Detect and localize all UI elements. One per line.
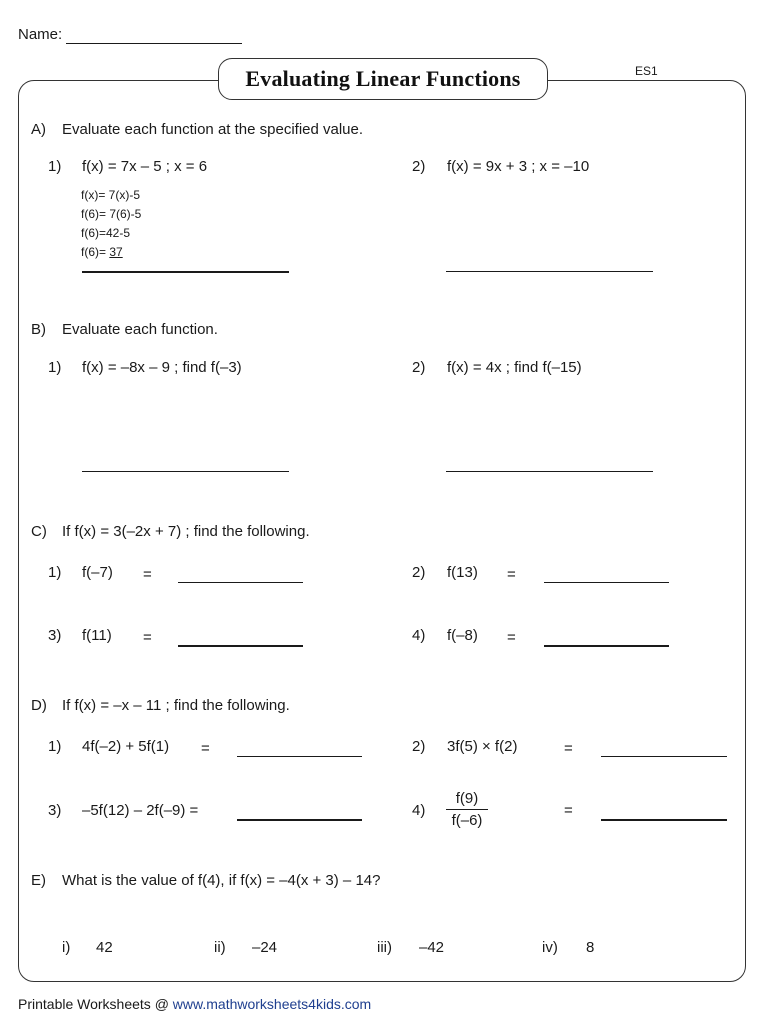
section-c-item-expression: f(11) bbox=[82, 627, 112, 644]
example-answer-prefix: f(6)= bbox=[81, 245, 110, 259]
answer-line[interactable] bbox=[82, 471, 289, 472]
question-number: 1) bbox=[48, 158, 62, 175]
section-a-q1-expression: f(x) = 7x – 5 ; x = 6 bbox=[82, 158, 208, 175]
example-work-line: f(6)= 7(6)-5 bbox=[81, 207, 142, 221]
section-e-question: What is the value of f(4), if f(x) = –4(x + 3) – 14? bbox=[62, 872, 381, 889]
option-value[interactable]: 42 bbox=[96, 939, 113, 956]
section-b-q1-expression: f(x) = –8x – 9 ; find f(–3) bbox=[82, 359, 242, 376]
fraction-bar bbox=[446, 809, 488, 810]
option-label: iv) bbox=[542, 939, 558, 956]
question-number: 4) bbox=[412, 627, 426, 644]
option-label: i) bbox=[62, 939, 71, 956]
question-number: 2) bbox=[412, 738, 426, 755]
question-number: 4) bbox=[412, 802, 426, 819]
option-label: iii) bbox=[377, 939, 392, 956]
section-a-letter: A) bbox=[31, 121, 46, 138]
equals-sign: = bbox=[507, 566, 516, 583]
section-c-item-expression: f(–7) bbox=[82, 564, 113, 581]
section-a-q2-expression: f(x) = 9x + 3 ; x = –10 bbox=[447, 158, 590, 175]
section-d-item-expression: 4f(–2) + 5f(1) bbox=[82, 738, 170, 755]
example-answer: 37 bbox=[109, 245, 123, 259]
answer-line[interactable] bbox=[601, 819, 727, 821]
fraction-expression bbox=[446, 790, 488, 829]
answer-line[interactable] bbox=[446, 271, 653, 272]
answer-line[interactable] bbox=[601, 756, 727, 757]
section-b-instruction: Evaluate each function. bbox=[62, 321, 218, 338]
footer-link[interactable]: www.mathworksheets4kids.com bbox=[172, 996, 372, 1012]
question-number: 1) bbox=[48, 359, 62, 376]
worksheet-code: ES1 bbox=[635, 64, 658, 78]
answer-line[interactable] bbox=[544, 645, 669, 647]
section-e-letter: E) bbox=[31, 872, 46, 889]
question-number: 3) bbox=[48, 627, 62, 644]
example-work-line: f(6)=42-5 bbox=[81, 226, 131, 240]
example-work-line: f(x)= 7(x)-5 bbox=[81, 188, 141, 202]
answer-line[interactable] bbox=[82, 271, 289, 273]
footer bbox=[18, 996, 371, 1012]
equals-sign: = bbox=[564, 802, 573, 819]
fraction-numerator: f(9) bbox=[455, 790, 479, 807]
section-d-instruction: If f(x) = –x – 11 ; find the following. bbox=[62, 697, 290, 714]
answer-line[interactable] bbox=[178, 645, 303, 647]
equals-sign: = bbox=[564, 740, 573, 757]
page-title: Evaluating Linear Functions bbox=[245, 66, 521, 91]
answer-line[interactable] bbox=[544, 582, 669, 583]
equals-sign: = bbox=[143, 566, 152, 583]
question-number: 3) bbox=[48, 802, 62, 819]
question-number: 2) bbox=[412, 158, 426, 175]
question-number: 2) bbox=[412, 359, 426, 376]
section-c-item-expression: f(13) bbox=[447, 564, 478, 581]
answer-line[interactable] bbox=[446, 471, 653, 472]
answer-line[interactable] bbox=[237, 819, 362, 821]
fraction-denominator: f(–6) bbox=[451, 812, 483, 829]
example-answer-line bbox=[81, 245, 123, 259]
section-d-item-expression: –5f(12) – 2f(–9) = bbox=[82, 802, 199, 819]
name-label: Name: bbox=[18, 26, 63, 43]
equals-sign: = bbox=[507, 629, 516, 646]
question-number: 1) bbox=[48, 564, 62, 581]
equals-sign: = bbox=[143, 629, 152, 646]
question-number: 1) bbox=[48, 738, 62, 755]
title-banner bbox=[218, 58, 548, 100]
answer-line[interactable] bbox=[178, 582, 303, 583]
equals-sign: = bbox=[201, 740, 210, 757]
section-c-item-expression: f(–8) bbox=[447, 627, 478, 644]
section-c-instruction: If f(x) = 3(–2x + 7) ; find the following. bbox=[62, 523, 310, 540]
option-label: ii) bbox=[214, 939, 226, 956]
name-input-line[interactable] bbox=[66, 43, 242, 44]
option-value[interactable]: 8 bbox=[586, 939, 595, 956]
answer-line[interactable] bbox=[237, 756, 362, 757]
section-b-q2-expression: f(x) = 4x ; find f(–15) bbox=[447, 359, 582, 376]
section-a-instruction: Evaluate each function at the specified value. bbox=[62, 121, 364, 138]
option-value[interactable]: –24 bbox=[252, 939, 278, 956]
section-d-item-expression: 3f(5) × f(2) bbox=[447, 738, 518, 755]
section-d-letter: D) bbox=[31, 697, 47, 714]
footer-text: Printable Worksheets @ bbox=[18, 996, 173, 1012]
section-c-letter: C) bbox=[31, 523, 47, 540]
question-number: 2) bbox=[412, 564, 426, 581]
option-value[interactable]: –42 bbox=[419, 939, 445, 956]
section-b-letter: B) bbox=[31, 321, 46, 338]
